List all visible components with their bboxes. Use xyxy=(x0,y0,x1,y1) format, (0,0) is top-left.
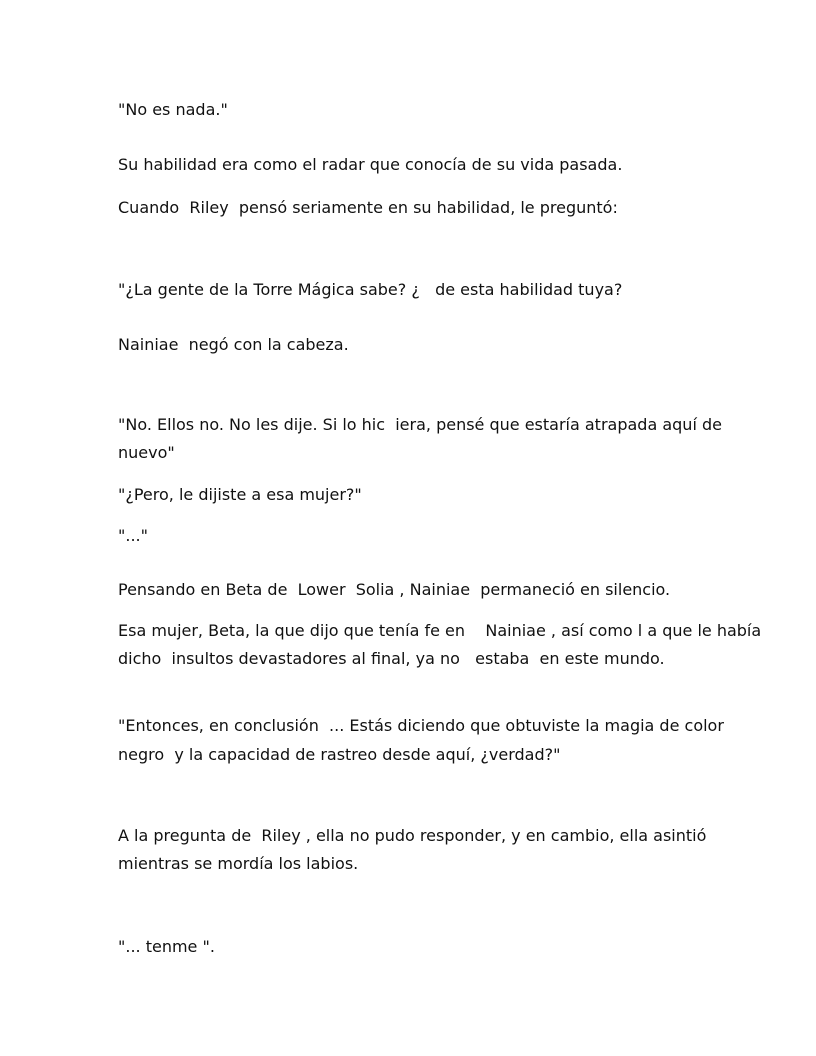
text-line: mientras se mordía los labios. xyxy=(118,854,359,873)
text-line: "... tenme ". xyxy=(118,937,215,956)
text-line: dicho insultos devastadores al final, ya no estaba en este mundo. xyxy=(118,649,665,668)
text-line: A la pregunta de Riley , ella no pudo responder, y en cambio, ella asintió xyxy=(118,826,707,845)
text-line: "¿Pero, le dijiste a esa mujer?" xyxy=(118,485,362,504)
text-line: "Entonces, en conclusión ... Estás diciendo que obtuviste la magia de color xyxy=(118,716,724,735)
text-line: Su habilidad era como el radar que conocía de su vida pasada. xyxy=(118,155,623,174)
text-line: Nainiae negó con la cabeza. xyxy=(118,335,349,354)
text-line: negro y la capacidad de rastreo desde aquí, ¿verdad?" xyxy=(118,745,561,764)
text-line: "No es nada." xyxy=(118,100,228,119)
text-line: Cuando Riley pensó seriamente en su habilidad, le preguntó: xyxy=(118,198,618,217)
text-line: "No. Ellos no. No les dije. Si lo hic iera, pensé que estaría atrapada aquí de xyxy=(118,415,722,434)
text-line: Pensando en Beta de Lower Solia , Nainiae permaneció en silencio. xyxy=(118,580,671,599)
text-line: Esa mujer, Beta, la que dijo que tenía fe en Nainiae , así como l a que le había xyxy=(118,621,762,640)
text-line: nuevo" xyxy=(118,443,175,462)
text-line: "¿La gente de la Torre Mágica sabe? ¿ de esta habilidad tuya? xyxy=(118,280,623,299)
text-line: "..." xyxy=(118,526,148,545)
